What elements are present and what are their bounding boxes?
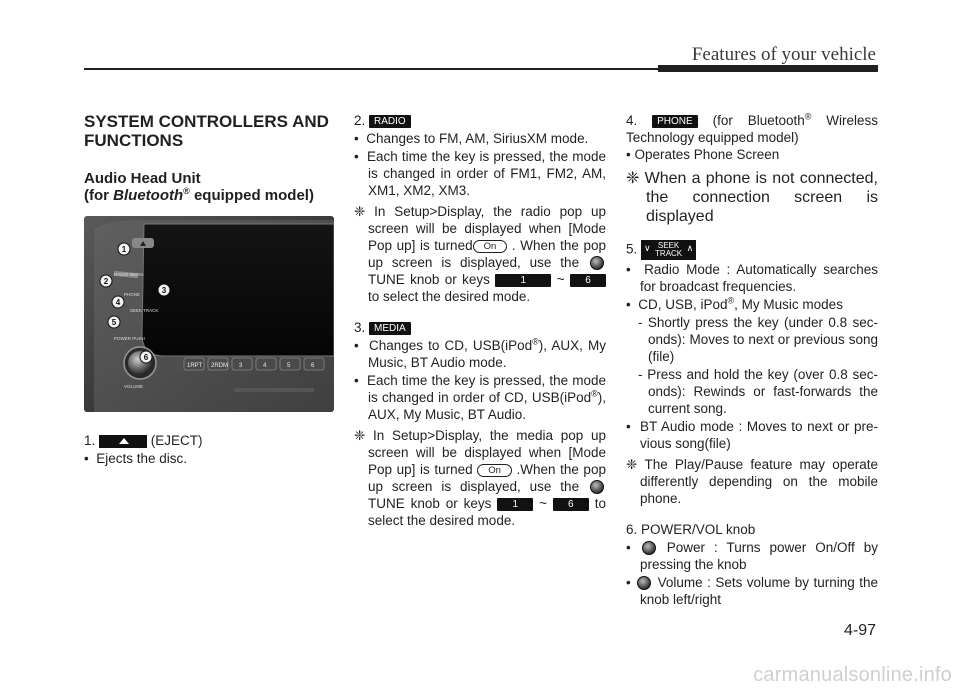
item-4-bullet: • Operates Phone Screen	[626, 147, 780, 162]
watermark-text: carmanualsonline.info	[753, 664, 952, 686]
item-2-bullet-1: • Changes to FM, AM, SiriusXM mode.	[354, 131, 589, 146]
preset-6-key-icon: 6	[570, 274, 606, 287]
photo-label-phone: PHONE	[124, 292, 141, 297]
preset-1-key-icon: 1	[497, 498, 533, 511]
page-number: 4-97	[843, 622, 876, 639]
photo-label-seek: SEEK TRACK	[130, 308, 159, 313]
header-title: Features of your vehicle	[691, 44, 876, 65]
item-5-bullet-2: • CD, USB, iPod®, My Music modes	[626, 295, 843, 312]
preset-6-key-icon: 6	[553, 498, 589, 511]
eject-key-icon	[99, 435, 147, 448]
callout-5: 5	[111, 318, 117, 327]
photo-label-volume: VOLUME	[124, 384, 144, 389]
photo-label-power: POWER PUSH	[114, 336, 145, 341]
preset-6-label: 6	[311, 363, 315, 369]
preset-1-key-icon: 1	[495, 274, 551, 287]
on-toggle-icon: On	[473, 240, 508, 253]
item-2-bullet-2: • Each time the key is pressed, the mode is changed in order of FM1, FM2, AM, XM1, XM2, XM3.	[354, 149, 606, 198]
item-1: 1. (EJECT)	[84, 433, 203, 448]
volume-knob-icon	[637, 576, 651, 590]
callout-3: 3	[161, 286, 167, 295]
column-2	[354, 112, 606, 529]
item-2-note: ❈ In Setup>Display, the radio pop up screen will be displayed when [Mode Pop up] is turned On . When the pop up screen is displayed, use the TUNE knob or keys 1 ~ 6 to select the desired mode.	[354, 204, 606, 304]
on-toggle-icon: On	[477, 464, 512, 477]
phone-key-icon: PHONE	[652, 115, 698, 128]
item-5: 5. ∨ SEEK TRACK ∧	[626, 240, 878, 260]
callout-4: 4	[115, 298, 121, 307]
callout-6: 6	[143, 353, 149, 362]
item-1-bullet: • Ejects the disc.	[84, 451, 188, 466]
header-bar	[658, 65, 878, 72]
media-key-icon: MEDIA	[369, 322, 411, 335]
column-1	[84, 112, 334, 467]
preset-3-label: 3	[239, 363, 243, 369]
item-3-bullet-1: • Changes to CD, USB(iPod®), AUX, My Music, BT Audio mode.	[354, 336, 606, 370]
item-3-bullet-2: • Each time the key is pressed, the mode is changed in order of CD, USB(iPod®), AUX, My Music, BT Audio.	[354, 373, 606, 422]
item-5-note: ❈ The Play/Pause feature may operate differently depending on the mobile phone.	[626, 457, 878, 506]
item-5-bullet-1: • Radio Mode : Automatically searches for broadcast frequencies.	[626, 262, 878, 294]
item-3-note: ❈ In Setup>Display, the media pop up screen will be displayed when [Mode Pop up] is turned On .When the pop up screen is displayed, use the TUNE knob or keys 1 ~ 6 to select the desired mode.	[354, 428, 606, 528]
preset-4-label: 4	[263, 363, 267, 369]
item-4: 4. PHONE (for Bluetooth® Wireless Technology equipped model)	[626, 111, 878, 145]
item-6-bullet-2: • Volume : Sets volume by turning the knob left/right	[626, 575, 878, 607]
item-2: 2. RADIO	[354, 112, 606, 129]
callout-1: 1	[121, 245, 127, 254]
item-6-bullet-1: • Power : Turns power On/Off by pressing the knob	[626, 540, 878, 572]
power-knob-icon	[642, 541, 656, 555]
item-5-dash-2: - Press and hold the key (over 0.8 sec-onds): Rewinds or fast-forwards the current song.	[638, 367, 878, 416]
seek-track-key-icon: ∨ SEEK TRACK ∧	[641, 240, 696, 260]
audio-head-unit-photo	[84, 216, 334, 412]
preset-2-label: 2RDM	[211, 363, 229, 369]
preset-1-label: 1RPT	[187, 363, 203, 369]
item-4-note: ❈ When a phone is not connected, the connection screen is displayed	[626, 170, 878, 225]
header-rule	[84, 68, 658, 70]
item-6: 6. POWER/VOL knob	[626, 522, 756, 537]
item-5-dash-1: - Shortly press the key (under 0.8 sec-onds): Moves to next or previous song (file)	[638, 315, 878, 364]
section-heading: SYSTEM CONTROLLERS AND FUNCTIONS	[84, 112, 329, 150]
photo-label-radio-media: RADIO MEDIA	[114, 272, 144, 277]
item-3: 3. MEDIA	[354, 319, 606, 336]
preset-5-label: 5	[287, 363, 291, 369]
column-3	[626, 112, 878, 608]
tune-knob-icon	[590, 256, 604, 270]
item-5-bullet-3: • BT Audio mode : Moves to next or pre-vious song(file)	[626, 419, 878, 451]
radio-key-icon: RADIO	[369, 115, 411, 128]
sub-heading: Audio Head Unit (for Bluetooth® equipped model)	[84, 170, 314, 204]
callout-2: 2	[103, 277, 109, 286]
tune-knob-icon	[590, 480, 604, 494]
